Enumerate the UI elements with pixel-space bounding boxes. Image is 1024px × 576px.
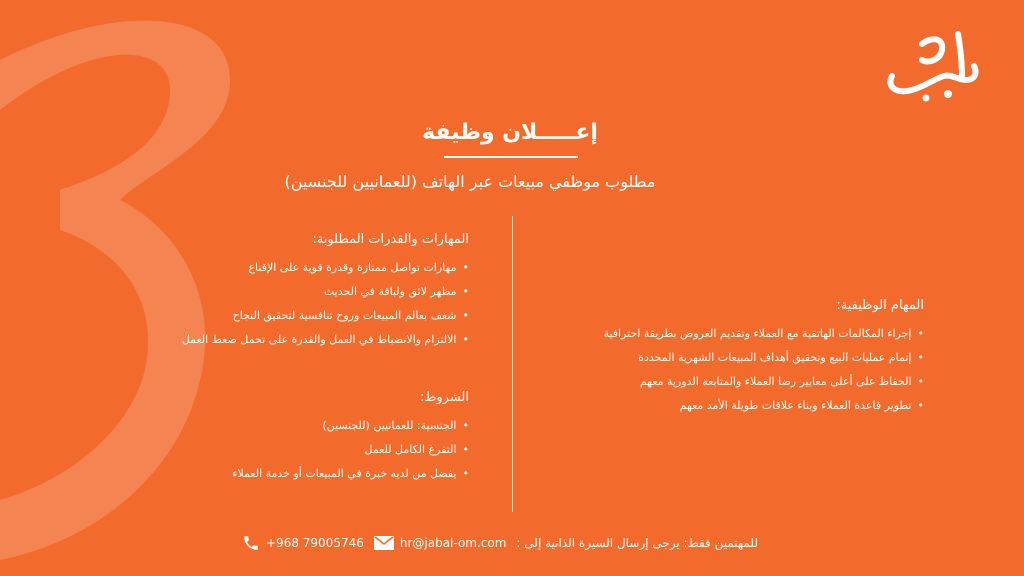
duties-list	[544, 327, 924, 413]
skills-section	[109, 232, 469, 357]
list-item: • الالتزام والانضباط في العمل والقدرة على تحمل ضغط العمل	[109, 333, 469, 347]
title-underline	[444, 156, 578, 158]
contact-footer	[200, 533, 800, 553]
phone-contact[interactable]	[242, 534, 364, 552]
list-item: • إتمام عمليات البيع وتحقيق أهداف المبيعات الشهرية المحددة	[544, 351, 924, 365]
duties-heading: المهام الوظيفية:	[836, 298, 924, 313]
list-item: • شغف بعالم المبيعات وروح تنافسية لتحقيق النجاح	[109, 309, 469, 323]
ad-title: إعـــــلان وظيفة	[422, 120, 598, 145]
conditions-list	[109, 419, 469, 481]
jabal-logo	[878, 26, 988, 102]
list-item: • إجراء المكالمات الهاتفية مع العملاء وتقديم العروض بطريقة احترافية	[544, 327, 924, 341]
skills-list	[109, 261, 469, 347]
envelope-icon	[374, 536, 394, 550]
skills-heading: المهارات والقدرات المطلوبة:	[312, 232, 469, 247]
conditions-section	[109, 390, 469, 491]
list-item: • تطوير قاعدة العملاء وبناء علاقات طويلة الأمد معهم	[544, 399, 924, 413]
conditions-heading: الشروط:	[419, 390, 469, 405]
list-item: • الجنسية: للعمانيين (للجنسين)	[109, 419, 469, 433]
call-to-action-text: للمهتمين فقط: يرجى إرسال السيرة الذاتية إلى :	[516, 536, 758, 550]
duties-section	[544, 298, 924, 423]
list-item: • مظهر لائق ولباقة في الحديث	[109, 285, 469, 299]
list-item: • يفضل من لديه خبرة في المبيعات أو خدمة العملاء	[109, 467, 469, 481]
phone-icon	[242, 534, 260, 552]
list-item: • التفرغ الكامل للعمل	[109, 443, 469, 457]
email-address[interactable]: hr@jabal-om.com	[399, 536, 507, 550]
phone-number[interactable]: +968 79005746	[266, 536, 364, 550]
list-item: • الحفاظ على أعلى معايير رضا العملاء والمتابعة الدورية معهم	[544, 375, 924, 389]
column-divider	[512, 216, 513, 512]
email-contact[interactable]	[374, 536, 507, 550]
ad-subtitle: مطلوب موظفي مبيعات عبر الهاتف (للعمانيين للجنسين)	[284, 172, 656, 191]
list-item: • مهارات تواصل ممتازة وقدرة قوية على الإقناع	[109, 261, 469, 275]
